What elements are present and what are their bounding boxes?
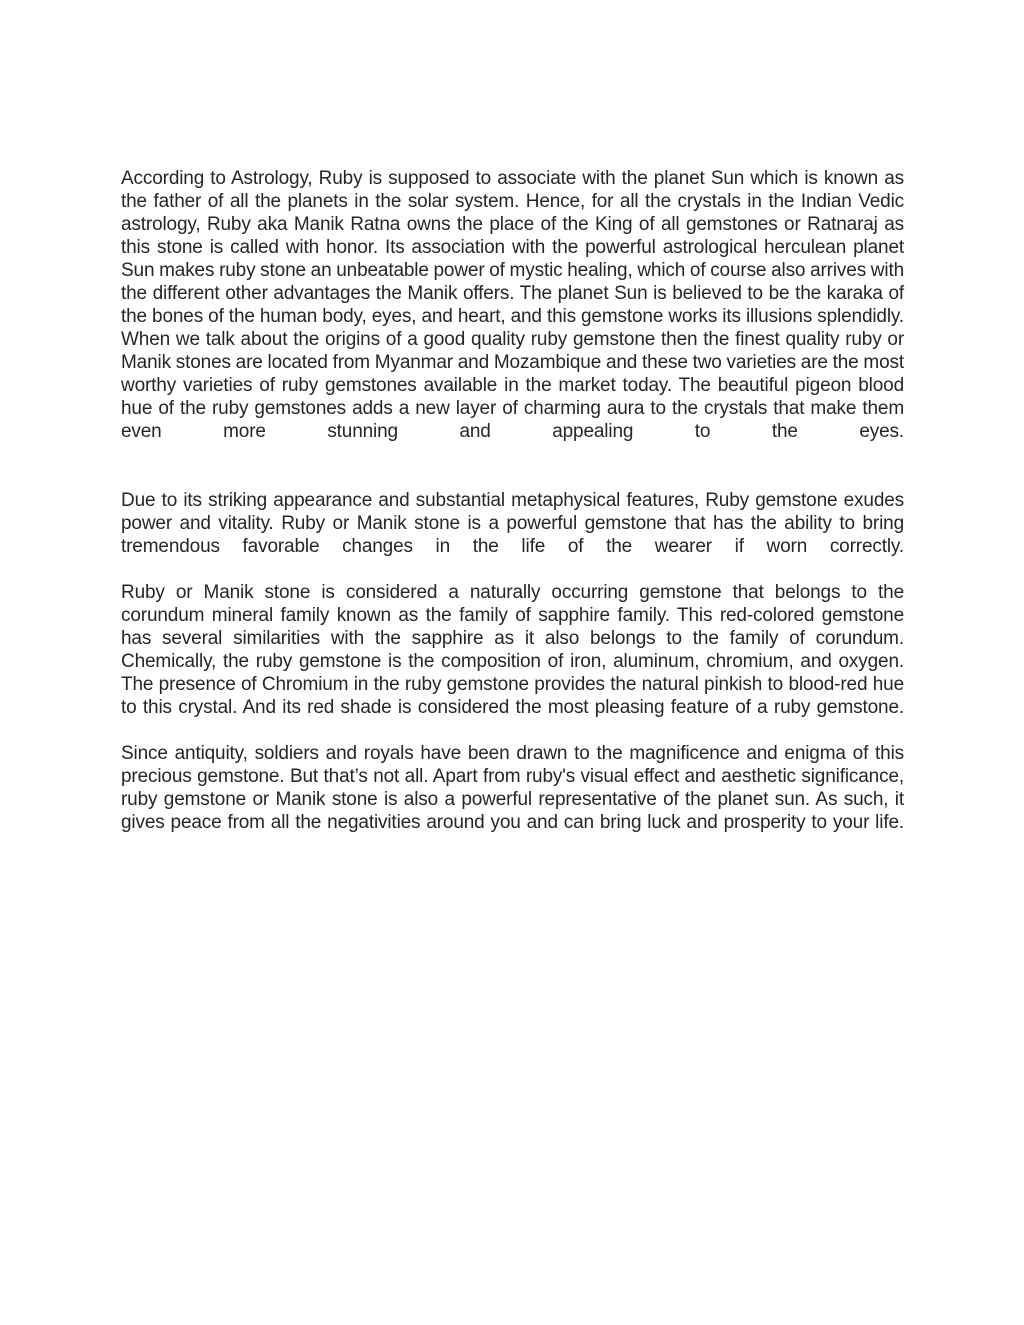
paragraph-corundum-family: Ruby or Manik stone is considered a naturally occurring gemstone that belongs to the corundum mineral family known as the family of sapphire family. This red-colored gemstone has several similarities with the sapphire as it also belongs to the family of corundum. Chemically, the ruby gemstone is the composition of iron, aluminum, chromium, and oxygen. The presence of Chromium in the ruby gemstone provides the natural pinkish to blood-red hue to this crystal. And its red shade is considered the most pleasing feature of a ruby gemstone. (121, 582, 904, 718)
paragraph-antiquity-royals: Since antiquity, soldiers and royals have been drawn to the magnificence and enigma of this precious gemstone. But that’s not all. Apart from ruby's visual effect and aesthetic significance, ruby gemstone or Manik stone is also a powerful representative of the planet sun. As such, it gives peace from all the negativities around you and can bring luck and prosperity to your life. (121, 743, 904, 833)
paragraph-astrology-sun: According to Astrology, Ruby is supposed to associate with the planet Sun which is known as the father of all the planets in the solar system. Hence, for all the crystals in the Indian Vedic astrology, Ruby aka Manik Ratna owns the place of the King of all gemstones or Ratnaraj as this stone is called with honor. Its association with the powerful astrological herculean planet Sun makes ruby stone an unbeatable power of mystic healing, which of course also arrives with the different other advantages the Manik offers. The planet Sun is believed to be the karaka of the bones of the human body, eyes, and heart, and this gemstone works its illusions splendidly. When we talk about the origins of a good quality ruby gemstone then the finest quality ruby or Manik stones are located from Myanmar and Mozambique and these two varieties are the most worthy varieties of ruby gemstones available in the market today. The beautiful pigeon blood hue of the ruby gemstones adds a new layer of charming aura to the crystals that make them even more stunning and appealing to the eyes. (121, 168, 904, 442)
paragraph-power-vitality: Due to its striking appearance and substantial metaphysical features, Ruby gemstone exudes power and vitality. Ruby or Manik stone is a powerful gemstone that has the ability to bring tremendous favorable changes in the life of the wearer if worn correctly. (121, 490, 904, 557)
document-body (121, 167, 904, 834)
